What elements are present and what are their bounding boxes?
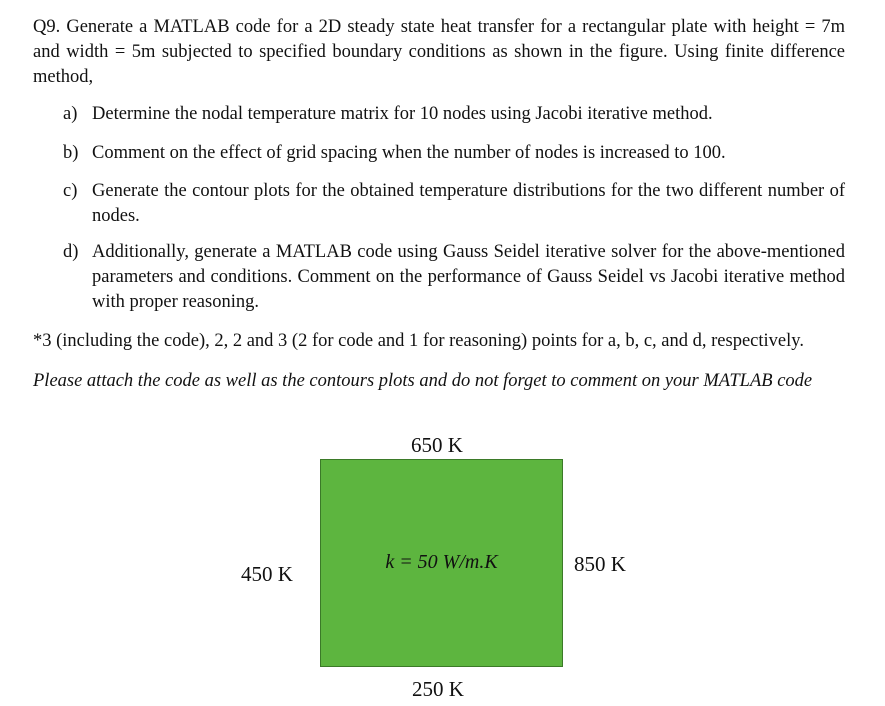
sub-question-marker: c) [63, 181, 78, 201]
sub-question-marker: d) [63, 242, 79, 262]
sub-question-b [63, 141, 845, 166]
left-boundary-label: 450 K [241, 562, 293, 586]
conductivity-label: k = 50 W/m.K [385, 551, 498, 573]
instruction-note: Please attach the code as well as the contours plots and do not forget to comment on your MATLAB code [33, 371, 813, 391]
sub-question-text: Determine the nodal temperature matrix for 10 nodes using Jacobi iterative method. [92, 104, 713, 124]
sub-question-marker: a) [63, 104, 78, 124]
sub-question-text: Comment on the effect of grid spacing when the number of nodes is increased to 100. [92, 143, 726, 163]
sub-question-d [63, 240, 845, 315]
sub-question-a [63, 102, 845, 127]
right-boundary-label: 850 K [574, 552, 626, 576]
points-breakdown: *3 (including the code), 2, 2 and 3 (2 for code and 1 for reasoning) points for a, b, c, and d, respectively. [33, 331, 804, 351]
rectangular-plate [320, 459, 563, 667]
top-boundary-label: 650 K [411, 433, 463, 457]
sub-question-text: Additionally, generate a MATLAB code using Gauss Seidel iterative solver for the above-mentioned parameters and conditions. Comment on the performance of Gauss Seidel vs Jacobi iterative method with proper reasoning. [92, 242, 845, 312]
sub-question-marker: b) [63, 143, 79, 163]
bottom-boundary-label: 250 K [412, 677, 464, 701]
question-text: Q9. Generate a MATLAB code for a 2D steady state heat transfer for a rectangular plate with height = 7m and width = 5m subjected to specified boundary conditions as shown in the figure. Using finite difference method, [33, 17, 845, 87]
sub-question-text: Generate the contour plots for the obtained temperature distributions for the two different number of nodes. [92, 181, 845, 226]
sub-question-c [63, 179, 845, 229]
